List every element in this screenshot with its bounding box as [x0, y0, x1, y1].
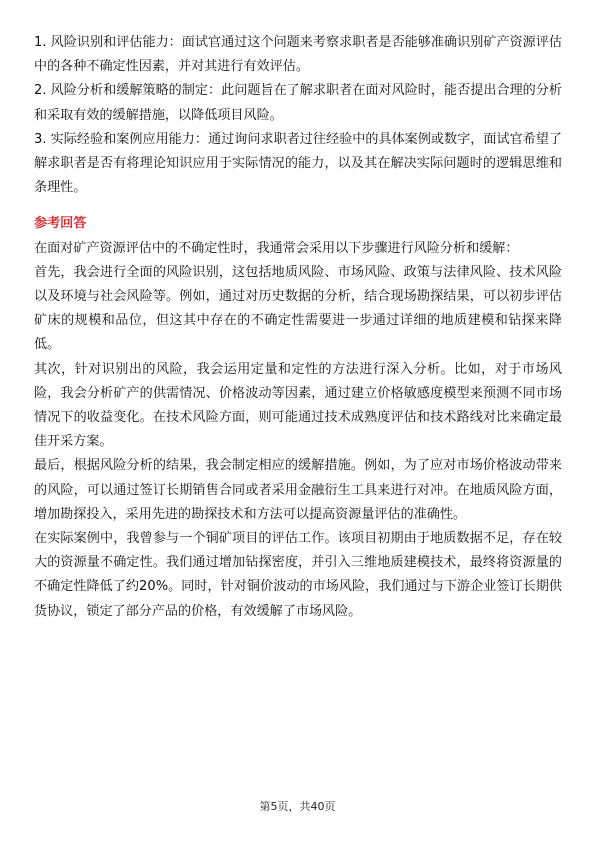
answer-section-title: 参考回答	[34, 216, 87, 232]
criterion-item-3: 3. 实际经验和案例应用能力：通过询问求职者过往经验中的具体案例或数字，面试官希望了解求职者是否有将理论知识应用于实际情况的能力，以及其在解决实际问题时的逻辑思维和条理性。	[34, 131, 562, 196]
answer-paragraph-first: 首先，我会进行全面的风险识别，这包括地质风险、市场风险、政策与法律风险、技术风险以及环境与社会风险等。例如，通过对历史数据的分析，结合现场勘探结果，可以初步评估矿床的规模和品位，但这其中存在的不确定性需要进一步通过详细的地质建模和钻探来降低。	[34, 264, 562, 353]
answer-paragraph-case: 在实际案例中，我曾参与一个铜矿项目的评估工作。该项目初期由于地质数据不足，存在较大的资源量不确定性。我们通过增加钻探密度，并引入三维地质建模技术，最终将资源量的不确定性降低了约20%。同时，针对铜价波动的市场风险，我们通过与下游企业签订长期供货协议，锁定了部分产品的价格，有效缓解了市场风险。	[34, 531, 562, 619]
page-number: 第5页，共40页	[259, 800, 336, 813]
answer-paragraph-last: 最后，根据风险分析的结果，我会制定相应的缓解措施。例如，为了应对市场价格波动带来的风险，可以通过签订长期销售合同或者采用金融衍生工具来进行对冲。在地质风险方面，增加勘探投入，采用先进的勘探技术和方法可以提高资源量评估的准确性。	[34, 458, 562, 522]
document-body	[34, 31, 562, 624]
answer-paragraph-second: 其次，针对识别出的风险，我会运用定量和定性的方法进行深入分析。比如，对于市场风险，我会分析矿产的供需情况、价格波动等因素，通过建立价格敏感度模型来预测不同市场情况下的收益变化。在技术风险方面，则可能通过技术成熟度评估和技术路线对比来确定最佳开采方案。	[34, 361, 562, 450]
criterion-item-2: 2. 风险分析和缓解策略的制定：此问题旨在了解求职者在面对风险时，能否提出合理的分析和采取有效的缓解措施，以降低项目风险。	[34, 83, 562, 123]
answer-paragraph-intro: 在面对矿产资源评估中的不确定性时，我通常会采用以下步骤进行风险分析和缓解：	[34, 240, 519, 256]
criterion-item-1: 1. 风险识别和评估能力：面试官通过这个问题来考察求职者是否能够准确识别矿产资源评估中的各种不确定性因素，并对其进行有效评估。	[34, 35, 562, 75]
